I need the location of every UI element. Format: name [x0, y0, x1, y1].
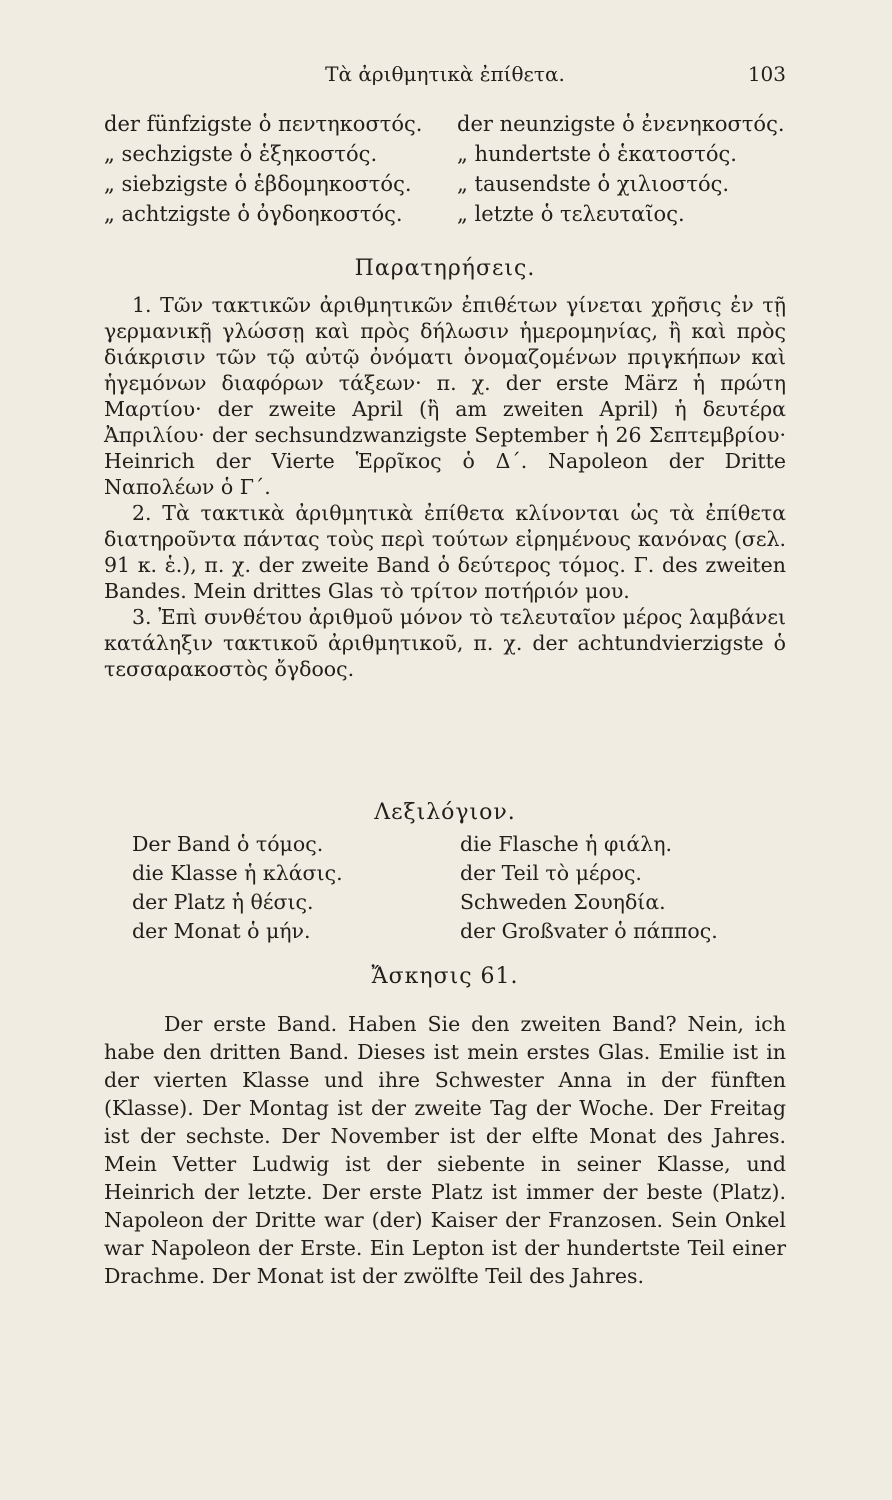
vocabulary-entry: der Platz ἡ θέσις.	[132, 890, 314, 914]
vocabulary-entry: die Klasse ἡ κλάσις.	[132, 861, 343, 885]
ordinal-entry: „ tausendste ὁ χιλιοστός.	[457, 172, 730, 196]
vocabulary-entry: Der Band ὁ τόμος.	[132, 832, 324, 856]
vocabulary-entry: der Monat ὁ μήν.	[132, 919, 311, 943]
ordinal-column-right	[457, 112, 802, 232]
ordinal-entry: „ letzte ὁ τελευταῖος.	[457, 202, 685, 226]
vocabulary-heading: Λεξιλόγιον.	[374, 800, 516, 825]
ordinal-entry: „ sechzigste ὁ ἑξηκοστός.	[104, 142, 378, 166]
exercise-section	[104, 1010, 786, 1290]
vocabulary-column-left	[132, 832, 452, 948]
note-paragraph-1: 1. Τῶν τακτικῶν ἀριθμητικῶν ἐπιθέτων γίνεται χρῆσις ἐν τῇ γερμανικῇ γλώσσῃ καὶ πρὸς δήλωσιν ἡμερομηνίας, ἢ καὶ πρὸς διάκρισιν τῶν τῷ αὐτῷ ὀνόματι ὀνομαζομένων πριγκήπων καὶ ἡγεμόνων διαφόρων τάξεων· π. χ. der erste März ἡ πρώτη Μαρτίου· der zweite April (ἢ am zweiten April) ἡ δευτέρα Ἀπριλίου· der sechsundzwanzigste September ἡ 26 Σεπτεμβρίου· Heinrich der Vierte Ἑρρῖκος ὁ Δ΄. Napoleon der Dritte Ναπολέων ὁ Γ΄.	[104, 293, 786, 499]
vocabulary-entry: der Teil τὸ μέρος.	[460, 861, 642, 885]
exercise-text: Der erste Band. Haben Sie den zweiten Band? Nein, ich habe den dritten Band. Dieses ist mein erstes Glas. Emilie ist in der vierten Klasse und ihre Schwester Anna in der fünften (Klasse). Der Montag ist der zweite Tag der Woche. Der Freitag ist der sechste. Der November ist der elfte Monat des Jahres. Mein Vetter Ludwig ist der siebente in seiner Klasse, und Heinrich der letzte. Der erste Platz ist immer der beste (Platz). Napoleon der Dritte war (der) Kaiser der Franzosen. Sein Onkel war Napoleon der Erste. Ein Lepton ist der hundertste Teil einer Drachme. Der Monat ist der zwölfte Teil des Jahres.	[104, 1012, 786, 1288]
ordinal-entry: der neunzigste ὁ ἐνενηκοστός.	[457, 112, 785, 136]
vocabulary-table	[104, 832, 786, 950]
running-header	[100, 58, 790, 92]
ordinal-entry: „ achtzigste ὁ ὀγδοηκοστός.	[104, 202, 403, 226]
notes-section	[104, 292, 786, 682]
vocabulary-column-right	[460, 832, 780, 948]
exercise-heading: Ἄσκησις 61.	[371, 964, 519, 989]
running-title: Τὰ ἀριθμητικὰ ἐπίθετα.	[325, 62, 565, 86]
ordinal-entry: „ siebzigste ὁ ἑβδομηκοστός.	[104, 172, 412, 196]
vocabulary-entry: die Flasche ἡ φιάλη.	[460, 832, 673, 856]
vocabulary-entry: der Großvater ὁ πάππος.	[460, 919, 718, 943]
vocabulary-entry: Schweden Σουηδία.	[460, 890, 666, 914]
notes-heading: Παρατηρήσεις.	[354, 256, 536, 281]
page-number: 103	[747, 62, 786, 86]
note-paragraph-2: 2. Τὰ τακτικὰ ἀριθμητικὰ ἐπίθετα κλίνονται ὡς τὰ ἐπίθετα διατηροῦντα πάντας τοὺς περὶ τούτων εἰρημένους κανόνας (σελ. 91 κ. ἑ.), π. χ. der zweite Band ὁ δεύτερος τόμος. Γ. des zweiten Bandes. Mein drittes Glas τὸ τρίτον ποτήριόν μου.	[104, 501, 786, 603]
note-paragraph-3: 3. Ἐπὶ συνθέτου ἀριθμοῦ μόνον τὸ τελευταῖον μέρος λαμβάνει κατάληξιν τακτικοῦ ἀριθμητικοῦ, π. χ. der achtundvierzigste ὁ τεσσαρακοστὸς ὄγδοος.	[104, 605, 786, 681]
ordinal-column-left	[104, 112, 449, 232]
ordinal-entry: der fünfzigste ὁ πεντηκοστός.	[104, 112, 423, 136]
ordinal-entry: „ hundertste ὁ ἑκατοστός.	[457, 142, 737, 166]
ordinal-table	[104, 112, 786, 242]
